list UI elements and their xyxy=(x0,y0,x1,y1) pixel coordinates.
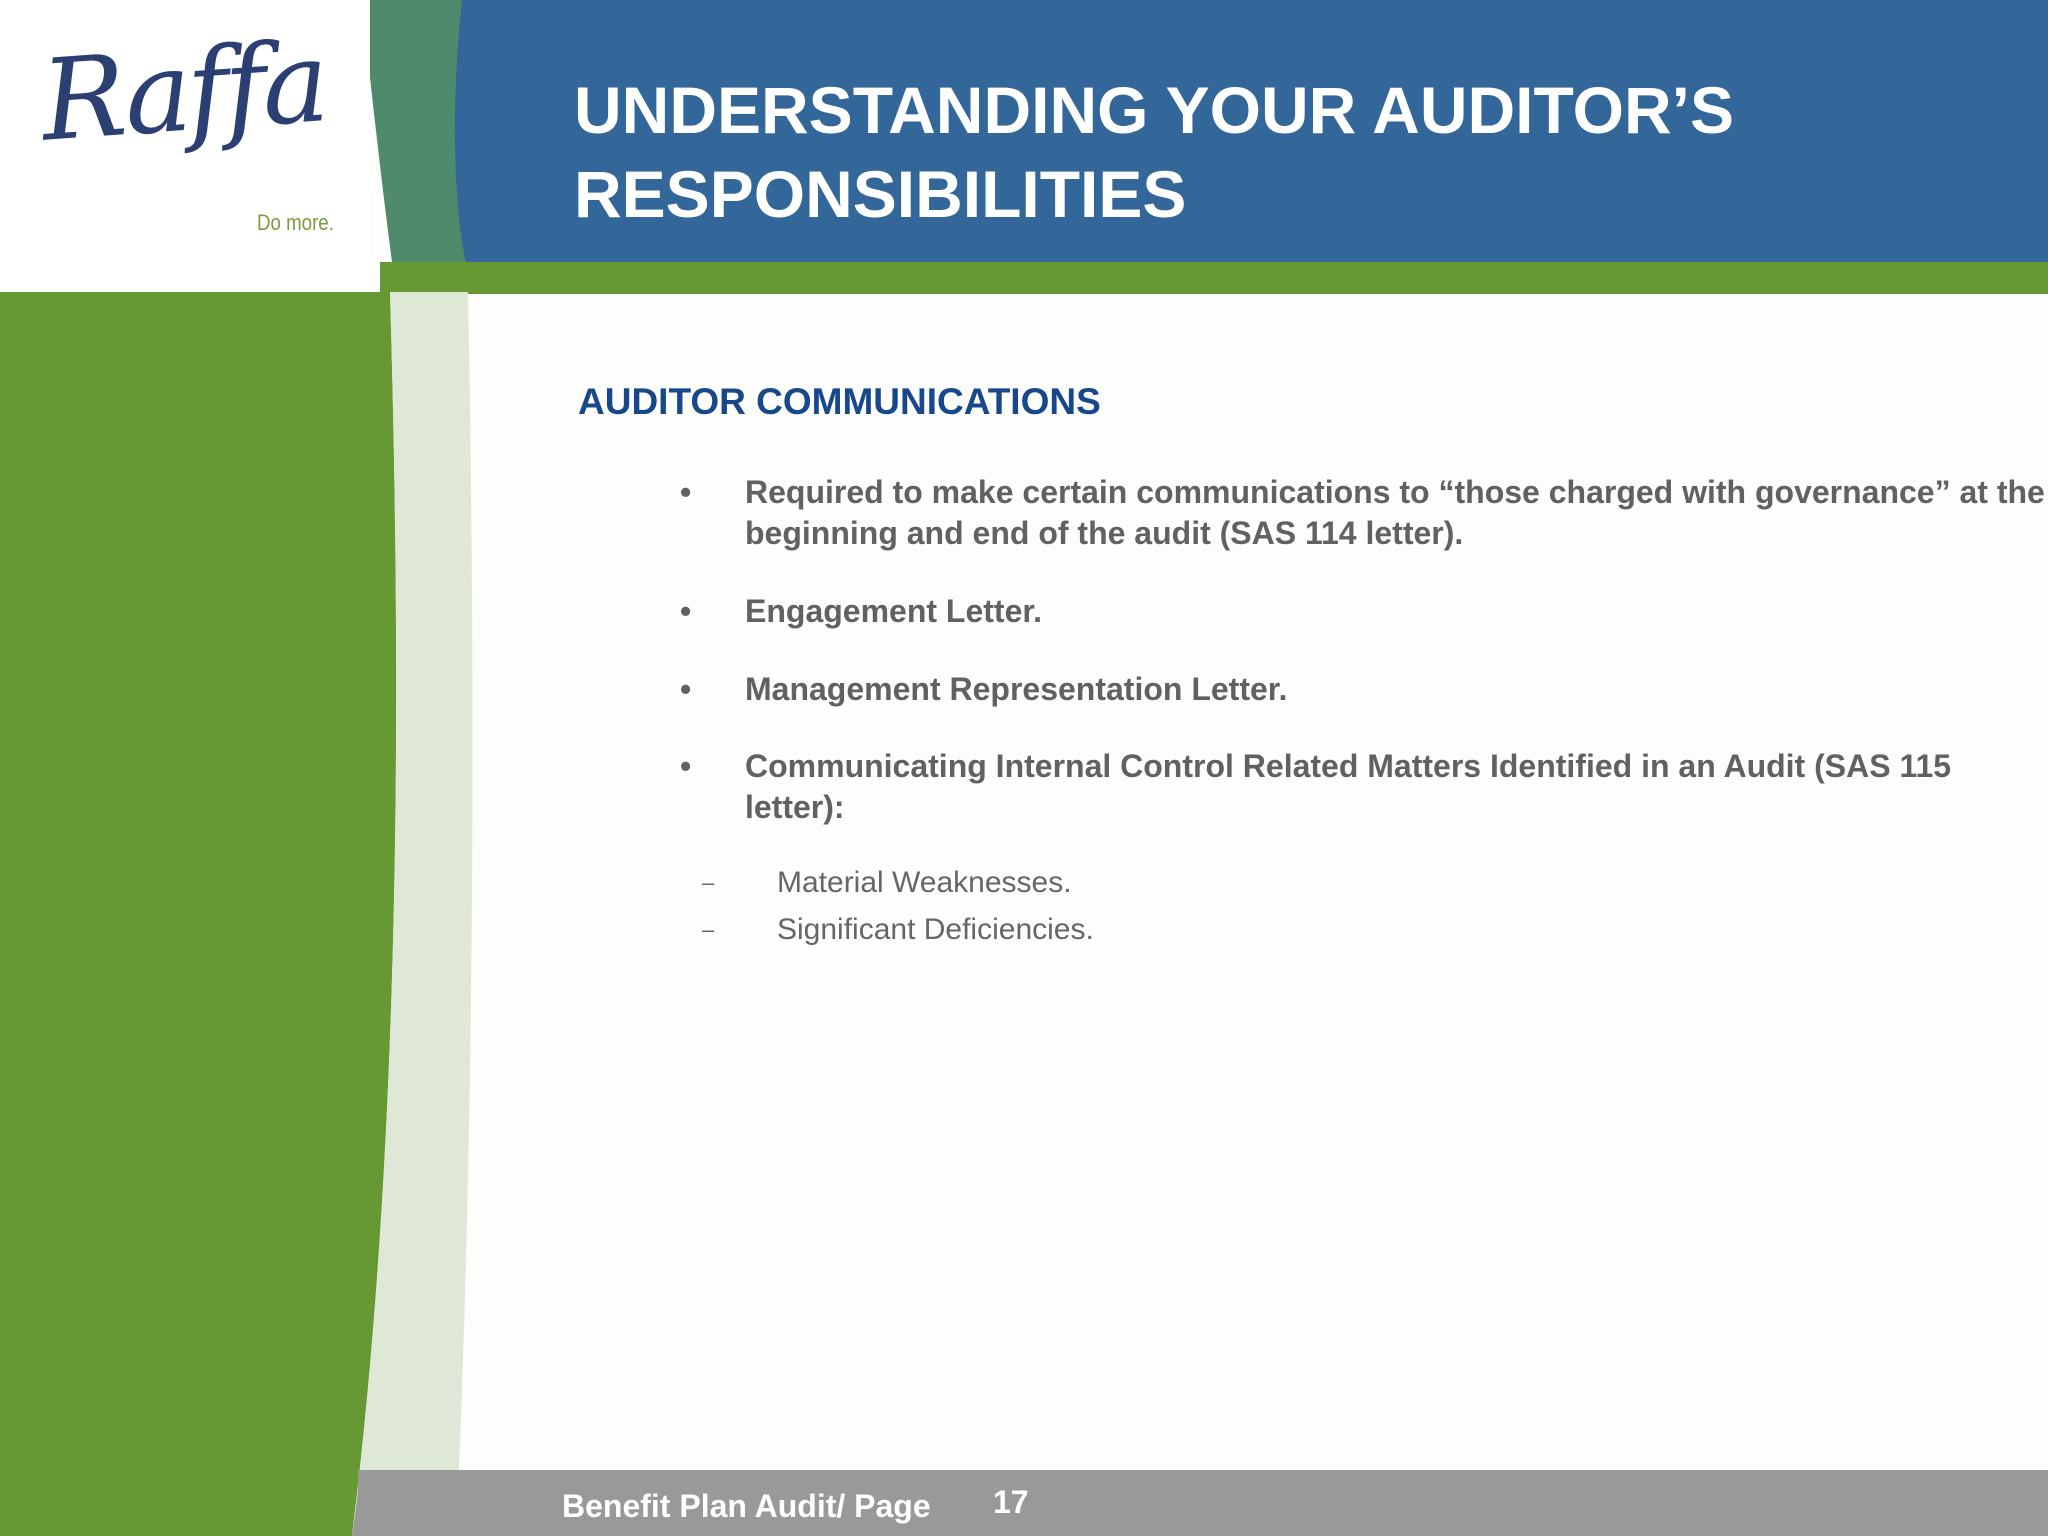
sub-bullet-text: Significant Deficiencies. xyxy=(777,913,1094,946)
sub-bullet-symbol: – xyxy=(702,870,715,895)
left-green-panel xyxy=(0,292,396,1536)
bullet-symbol: • xyxy=(680,748,692,784)
header-accent-stripe xyxy=(380,262,2048,294)
sub-bullet-text: Material Weaknesses. xyxy=(777,866,1072,899)
bullet-symbol: • xyxy=(680,671,692,707)
page-number: 17 xyxy=(993,1484,1029,1520)
bullet-text: Engagement Letter. xyxy=(745,593,1042,629)
company-logo xyxy=(0,0,380,292)
sub-bullet-symbol: – xyxy=(702,917,715,942)
bullet-text: Communicating Internal Control Related Matters Identified in an Audit (SAS 115 letter): xyxy=(745,748,1952,825)
footer-bar-curve xyxy=(352,1470,460,1536)
footer-label: Benefit Plan Audit/ Page xyxy=(562,1488,931,1524)
logo-tagline: Do more. xyxy=(257,210,334,235)
bullet-text: Required to make certain communications to “those charged with governance” at the beginning and end of the audit (SAS 114 letter). xyxy=(745,474,2045,551)
bullet-symbol: • xyxy=(680,593,692,629)
bullet-symbol: • xyxy=(680,474,692,510)
section-heading: AUDITOR COMMUNICATIONS xyxy=(578,381,1101,422)
slide-title: UNDERSTANDING YOUR AUDITOR’S RESPONSIBILITIES xyxy=(574,73,1734,231)
bullet-text: Management Representation Letter. xyxy=(745,671,1288,707)
logo-wordmark: Raffa xyxy=(37,17,330,167)
